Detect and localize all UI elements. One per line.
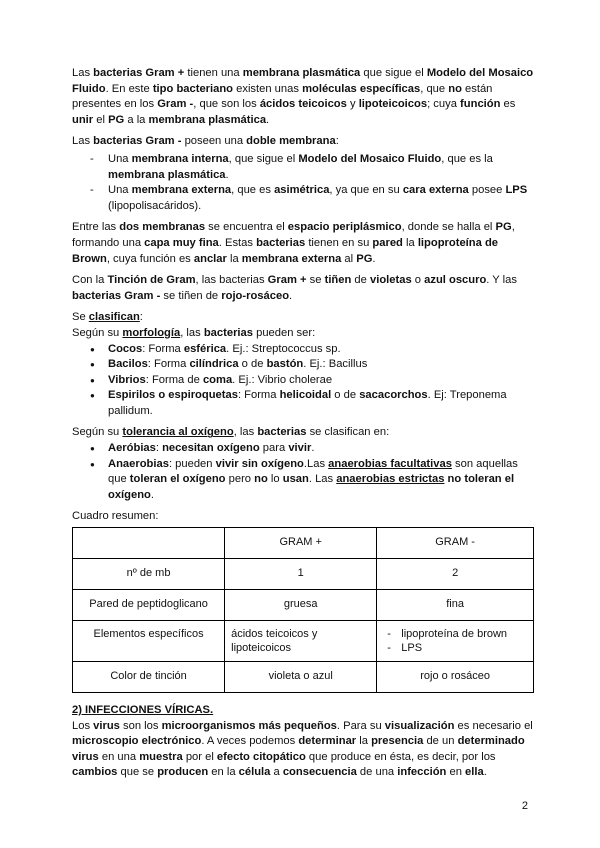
table-cell: nº de mb	[73, 559, 225, 590]
list-item: ● Aeróbias: necesitan oxígeno para vivir.	[72, 441, 534, 457]
paragraph-classify: Se clasifican:	[72, 311, 143, 324]
table-cell: rojo o rosáceo	[377, 662, 534, 693]
table-cell: Elementos específicos	[73, 621, 225, 662]
list-item: ● Vibrios: Forma de coma. Ej.: Vibrio cholerae	[72, 373, 534, 389]
oxygen-list	[72, 441, 534, 503]
table-caption: Cuadro resumen:	[72, 510, 159, 523]
paragraph-viral-infections: Los virus son los microorganismos más pequeños. Para su visualización es necesario el microscopio electrónico. A veces podemos determinar la presencia de un determinado virus en una muestra por el efecto citopático que produce en ésta, es decir, por los cambios que se producen en la célula a consecuencia de una infección en ella.	[72, 719, 533, 779]
table-header: GRAM -	[377, 528, 534, 559]
table-row	[73, 590, 534, 621]
table-cell	[73, 528, 225, 559]
paragraph-gram-stain: Con la Tinción de Gram, las bacterias Gram + se tiñen de violetas o azul oscuro. Y las bacterias Gram - se tiñen de rojo-rosáceo.	[72, 274, 517, 302]
table-header: GRAM +	[225, 528, 377, 559]
section-title: 2) INFECCIONES VÍRICAS.	[72, 704, 214, 717]
gram-negative-membrane-list	[72, 152, 534, 214]
table-cell: Color de tinción	[73, 662, 225, 693]
table-cell: violeta o azul	[225, 662, 377, 693]
list-item: - LPS	[383, 641, 527, 655]
paragraph-oxygen-tolerance: Según su tolerancia al oxígeno, las bacterias se clasifican en:	[72, 426, 390, 439]
paragraph-gram-negative-intro: Las bacterias Gram - poseen una doble membrana:	[72, 135, 339, 148]
morphology-list	[72, 342, 534, 420]
specific-elements-list	[383, 627, 527, 655]
table-cell: fina	[377, 590, 534, 621]
list-item: ● Bacilos: Forma cilíndrica o de bastón. Ej.: Bacillus	[72, 357, 534, 373]
list-item: - Una membrana interna, que sigue el Modelo del Mosaico Fluido, que es la membrana plasmática.	[72, 152, 534, 183]
table-cell	[377, 621, 534, 662]
table-row	[73, 621, 534, 662]
page-number: 2	[521, 800, 528, 812]
list-item: - lipoproteína de brown	[383, 627, 527, 641]
table-cell: gruesa	[225, 590, 377, 621]
paragraph-morphology: Según su morfología, las bacterias pueden ser:	[72, 326, 316, 339]
table-row	[73, 559, 534, 590]
table-cell: 2	[377, 559, 534, 590]
list-item: - Una membrana externa, que es asimétrica, ya que en su cara externa posee LPS (lipopolisacáridos).	[72, 183, 534, 214]
table-cell: ácidos teicoicos y lipoteicoicos	[225, 621, 377, 662]
list-item: ● Cocos: Forma esférica. Ej.: Streptococcus sp.	[72, 342, 534, 358]
paragraph-gram-positive: Las bacterias Gram + tienen una membrana plasmática que sigue el Modelo del Mosaico Fluido. En este tipo bacteriano existen unas moléculas específicas, que no están presentes en los Gram -, que son los ácidos teicoicos y lipoteicoicos; cuya función es unir el PG a la membrana plasmática.	[72, 67, 534, 126]
document-body	[72, 66, 534, 781]
list-item: ● Espirilos o espiroquetas: Forma helicoidal o de sacacorchos. Ej: Treponema pallidum.	[72, 388, 534, 419]
table-row	[73, 528, 534, 559]
table-row	[73, 662, 534, 693]
paragraph-periplasmic-space: Entre las dos membranas se encuentra el espacio periplásmico, donde se halla el PG, formando una capa muy fina. Estas bacterias tienen en su pared la lipoproteína de Brown, cuya función es anclar la membrana externa al PG.	[72, 221, 515, 265]
table-cell: Pared de peptidoglicano	[73, 590, 225, 621]
list-item: ● Anaerobias: pueden vivir sin oxígeno.Las anaerobias facultativas son aquellas que toleran el oxígeno pero no lo usan. Las anaerobias estrictas no toleran el oxígeno.	[72, 457, 534, 504]
summary-table	[72, 527, 534, 693]
table-cell: 1	[225, 559, 377, 590]
